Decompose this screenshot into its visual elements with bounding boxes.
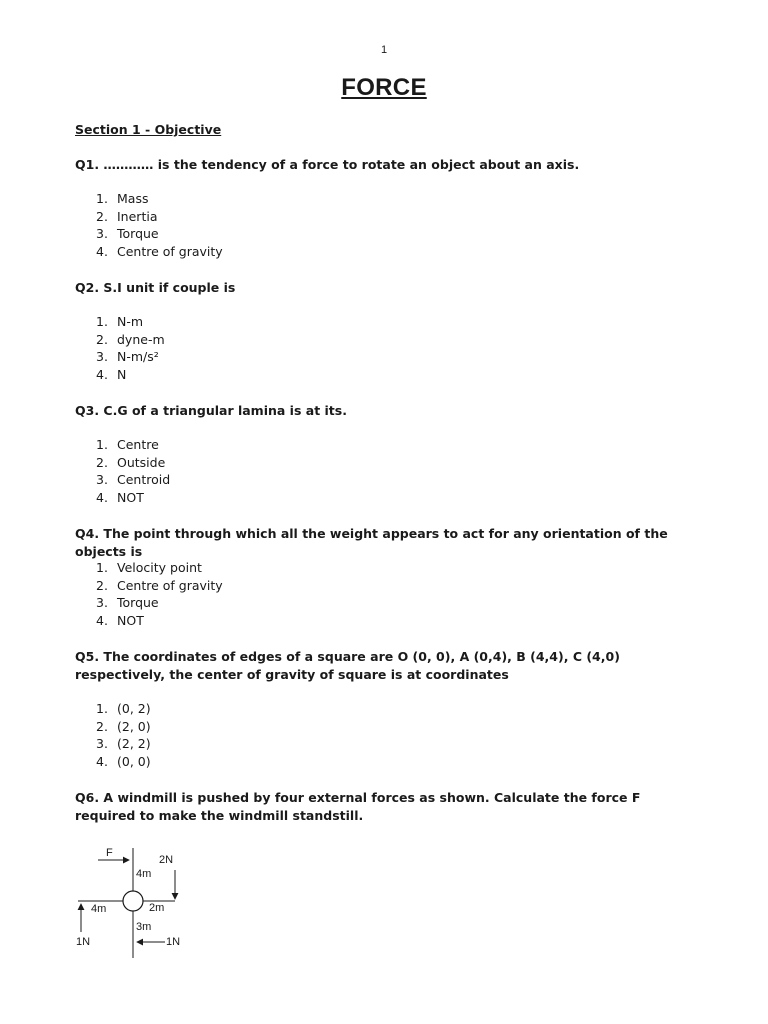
option: 4. (0, 0) — [96, 753, 151, 769]
option: 4. NOT — [96, 489, 144, 505]
option: 3. Centroid — [96, 472, 171, 488]
page-number: 1 — [380, 44, 388, 56]
label-top-arm: 4m — [136, 868, 152, 880]
question-4-options — [96, 559, 223, 629]
label-right-arm: 2m — [149, 902, 165, 914]
label-left-arm: 4m — [91, 903, 107, 915]
option: 4. N — [96, 366, 127, 382]
option: 2. dyne-m — [96, 331, 165, 347]
question-2: Q2. S.I unit if couple is — [75, 280, 236, 295]
option: 3. (2, 2) — [96, 736, 151, 752]
option: 2. Inertia — [96, 208, 158, 224]
question-3: Q3. C.G of a triangular lamina is at its. — [75, 403, 347, 418]
windmill-force-diagram — [70, 840, 200, 965]
option: 3. N-m/s² — [96, 349, 159, 365]
question-2-options — [96, 313, 165, 383]
label-f: F — [106, 847, 113, 859]
option: 2. Centre of gravity — [96, 577, 223, 593]
option: 3. Torque — [96, 226, 159, 242]
option: 4. NOT — [96, 612, 144, 628]
option: 1. (0, 2) — [96, 701, 151, 716]
question-6: Q6. A windmill is pushed by four external forces as shown. Calculate the force F required to make the windmill standstill. — [75, 790, 641, 823]
windmill-hub — [123, 891, 143, 911]
question-5-options — [96, 700, 151, 770]
option: 3. Torque — [96, 595, 159, 611]
question-1: Q1. ………… is the tendency of a force to rotate an object about an axis. — [75, 157, 580, 172]
question-1-options — [96, 190, 223, 260]
option: 2. Outside — [96, 454, 166, 470]
question-3-options — [96, 436, 170, 506]
option: 1. N-m — [96, 314, 144, 329]
section-heading: Section 1 - Objective — [75, 122, 222, 137]
option: 1. Velocity point — [96, 560, 202, 575]
question-4: Q4. The point through which all the weight appears to act for any orientation of the objects is — [75, 526, 668, 559]
option: 2. (2, 0) — [96, 718, 151, 734]
option: 4. Centre of gravity — [96, 243, 223, 259]
option: 1. Mass — [96, 191, 149, 206]
page-title: FORCE — [341, 74, 427, 101]
label-left-1n: 1N — [76, 936, 91, 948]
label-bottom-1n: 1N — [166, 936, 181, 948]
label-bottom-arm: 3m — [136, 921, 152, 933]
question-5: Q5. The coordinates of edges of a square are O (0, 0), A (0,4), B (4,4), C (4,0) respectively, the center of gravity of square is at coordinates — [75, 649, 620, 682]
label-2n: 2N — [159, 854, 174, 866]
option: 1. Centre — [96, 437, 159, 452]
